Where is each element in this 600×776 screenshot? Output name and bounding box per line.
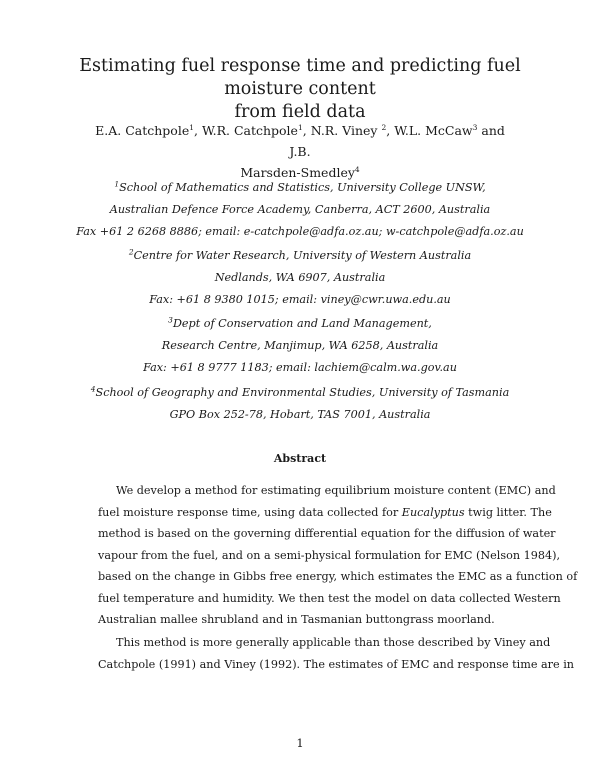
author-name: , W.R. Catchpole	[194, 123, 298, 138]
affiliation-mark: 4	[90, 384, 96, 394]
author-name: Marsden-Smedley	[240, 165, 355, 180]
affiliation-contact: Fax: +61 8 9380 1015; email: viney@cwr.uwa.edu.au	[149, 293, 451, 306]
text-line: We develop a method for estimating equilibrium moisture content (EMC) and	[116, 484, 556, 497]
affiliation-mark: 3	[168, 315, 173, 325]
affiliation-contact: Fax +61 2 6268 8886; email: e-catchpole@adfa.oz.au; w-catchpole@adfa.oz.au	[76, 225, 524, 238]
author-affil-mark: 3	[472, 122, 478, 132]
affiliation-line: GPO Box 252-78, Hobart, TAS 7001, Australia	[169, 408, 431, 421]
text-line: based on the change in Gibbs free energy, which estimates the EMC as a function of	[98, 570, 578, 583]
author-name: , W.L. McCaw	[386, 123, 473, 138]
abstract-paragraph-1	[98, 480, 578, 631]
affiliation-contact: Fax: +61 8 9777 1183; email: lachiem@calm.wa.gov.au	[143, 361, 457, 374]
text-line: vapour from the fuel, and on a semi-physical formulation for EMC (Nelson 1984),	[98, 548, 560, 562]
text-line: Catchpole (1991) and Viney (1992). The estimates of EMC and response time are in	[98, 657, 574, 671]
affiliation-text: Centre for Water Research, University of Western Australia	[133, 249, 472, 262]
paper-title	[40, 55, 560, 124]
title-line-2: from field data	[234, 102, 366, 122]
author-line-1	[90, 120, 510, 162]
affiliation-mark: 2	[128, 247, 134, 257]
author-affil-mark: 4	[354, 164, 360, 174]
title-line-1: Estimating fuel response time and predicting fuel moisture content	[79, 56, 521, 99]
affiliation-line: Australian Defence Force Academy, Canberra, ACT 2600, Australia	[109, 203, 491, 216]
text-line: Australian mallee shrubland and in Tasmanian buttongrass moorland.	[98, 613, 495, 626]
abstract-paragraph-2	[98, 632, 574, 675]
author-affil-mark: 1	[189, 122, 194, 132]
affiliation-3	[40, 313, 560, 379]
affiliation-mark: 1	[114, 179, 120, 189]
affiliation-text: Dept of Conservation and Land Management,	[172, 317, 432, 330]
affiliation-4	[40, 382, 560, 426]
author-name: E.A. Catchpole	[95, 123, 190, 138]
affiliation-text: School of Mathematics and Statistics, University College UNSW,	[119, 181, 486, 194]
text-line: method is based on the governing differential equation for the diffusion of water	[98, 527, 556, 540]
species-name: Eucalyptus	[401, 505, 465, 519]
author-name: , N.R. Viney	[302, 123, 382, 138]
author-affil-mark: 2	[381, 122, 387, 132]
affiliation-line	[40, 177, 560, 199]
text-span: fuel moisture response time, using data collected for	[98, 505, 402, 519]
affiliation-line	[40, 313, 560, 335]
author-affil-mark: 1	[297, 122, 303, 132]
page-number: 1	[296, 736, 304, 750]
affiliation-text: School of Geography and Environmental Studies, University of Tasmania	[95, 386, 510, 399]
text-line: This method is more generally applicable than those described by Viney and	[116, 636, 551, 649]
text-line: fuel temperature and humidity. We then test the model on data collected Western	[98, 591, 561, 605]
affiliation-line: Research Centre, Manjimup, WA 6258, Australia	[161, 339, 439, 352]
affiliation-1	[40, 177, 560, 243]
affiliation-line	[40, 382, 560, 404]
affiliation-line	[40, 245, 560, 267]
text-line	[98, 502, 552, 524]
author-name: and J.B.	[289, 123, 505, 159]
affiliation-2	[40, 245, 560, 311]
abstract-heading: Abstract	[273, 452, 327, 465]
affiliation-line: Nedlands, WA 6907, Australia	[214, 271, 386, 284]
author-list	[90, 120, 510, 183]
text-span: twig litter. The	[464, 505, 552, 519]
